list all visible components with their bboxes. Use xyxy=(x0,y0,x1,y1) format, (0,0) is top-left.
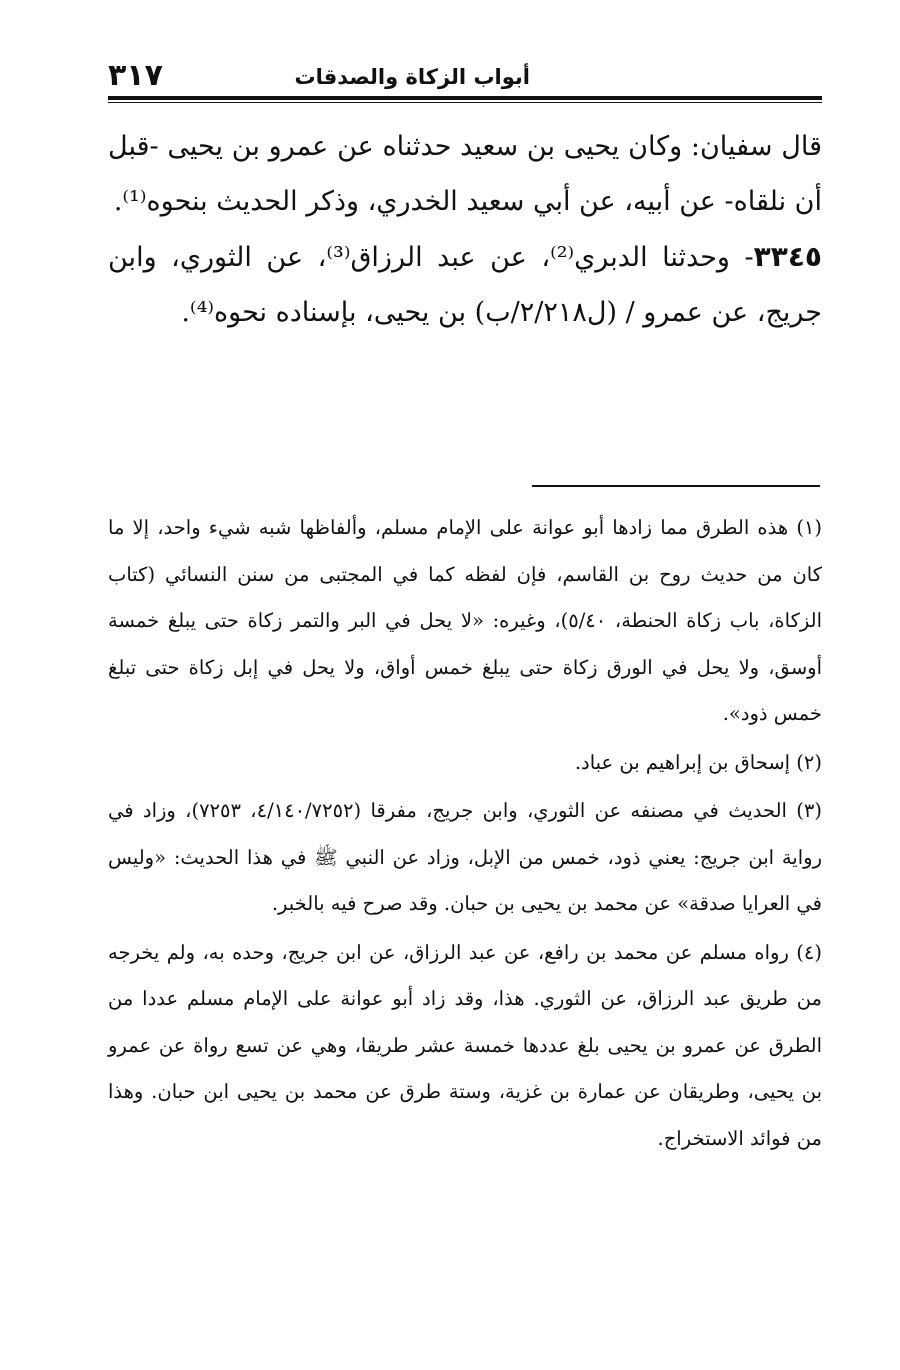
footnote-text: رواه مسلم عن محمد بن رافع، عن عبد الرزاق، عن ابن جريج، وحده به، ولم يخرجه من طريق عبد الرزاق، عن الثوري. هذا، وقد زاد أبو عوانة على الإمام مسلم عددا من الطرق عن عمرو بن يحيى بلغ عددها خمسة عشر طريقا، وهي عن تسع رواة عن عمرو بن يحيى، وطريقان عن عمارة بن غزية، وستة طرق عن محمد بن يحيى ابن حبان. وهذا من فوائد الاستخراج. xyxy=(108,940,822,1150)
page-header xyxy=(108,56,822,100)
main-paragraph-text: قال سفيان: وكان يحيى بن سعيد حدثناه عن عمرو بن يحيى -قبل أن نلقاه- عن أبيه، عن أبي سعيد الخدري، وذكر الحديث بنحوه⁽¹⁾. xyxy=(108,131,822,217)
footnotes xyxy=(108,505,822,1164)
footnote-text: هذه الطرق مما زادها أبو عوانة على الإمام مسلم، وألفاظها شبه شيء واحد، إلا ما كان من حديث روح بن القاسم، فإن لفظه كما في المجتبى من سنن النسائي (كتاب الزكاة، باب زكاة الحنطة، ٥/٤٠)، وغيره: «لا يحل في البر والتمر زكاة حتى يبلغ خمسة أوسق، ولا يحل في الورق زكاة حتى يبلغ خمس أواق، ولا يحل في إبل زكاة حتى تبلغ خمس ذود». xyxy=(108,516,822,725)
footnote-separator xyxy=(532,485,820,487)
footnote xyxy=(108,788,822,928)
footnote xyxy=(108,505,822,738)
footnote-marker: (٢) xyxy=(796,750,822,774)
hadith-number: ٣٣٤٥ xyxy=(753,240,823,273)
main-text xyxy=(108,118,822,340)
main-paragraph xyxy=(108,118,822,229)
footnote-marker: (٣) xyxy=(796,799,822,822)
footnote-text: إسحاق بن إبراهيم بن عباد. xyxy=(574,750,791,774)
footnote xyxy=(108,930,822,1163)
header-rule-thin xyxy=(108,102,822,103)
footnote-marker: (٤) xyxy=(796,940,822,964)
footnote xyxy=(108,740,822,787)
header-rule-thick xyxy=(108,96,822,100)
page-number: ٣١٧ xyxy=(108,58,163,93)
running-title: أبواب الزكاة والصدقات xyxy=(294,65,530,89)
main-paragraph-text: - وحدثنا الدبري⁽²⁾، عن عبد الرزاق⁽³⁾، عن الثوري، وابن جريج، عن عمرو / (ل٢/٢١٨/ب) بن يحيى، بإسناده نحوه⁽⁴⁾. xyxy=(108,242,822,328)
footnote-text: الحديث في مصنفه عن الثوري، وابن جريج، مفرقا (٤/١٤٠/٧٢٥٢، ٧٢٥٣)، وزاد في رواية ابن جريج: يعني ذود، خمس من الإبل، وزاد عن النبي ﷺ في هذا الحديث: «وليس في العرايا صدقة» عن محمد بن يحيى بن حبان. وقد صرح فيه بالخبر. xyxy=(108,799,822,915)
main-paragraph xyxy=(108,229,822,340)
footnote-marker: (١) xyxy=(796,516,823,539)
